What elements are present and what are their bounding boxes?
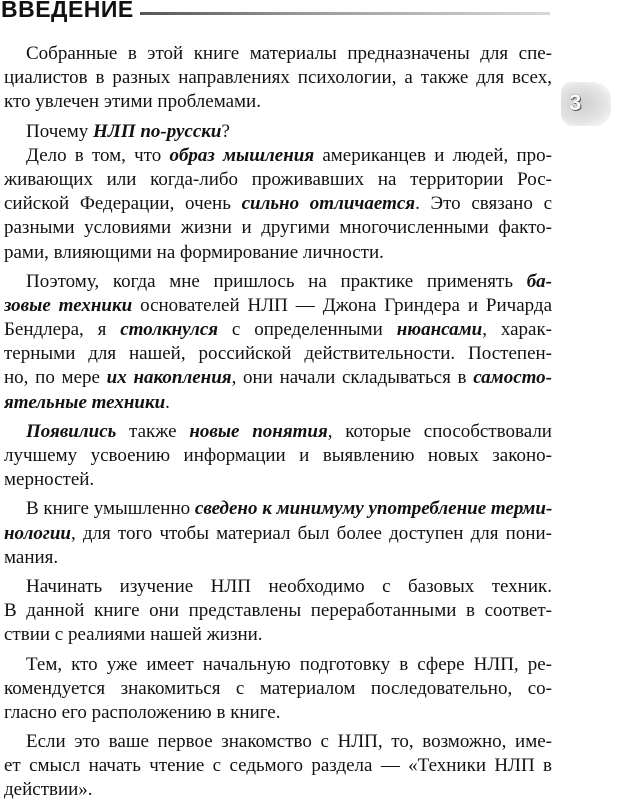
header-rule [140,12,550,15]
paragraph [4,270,552,415]
text-line: циалистов в разных направлениях психологии, а также для всех, [4,67,552,89]
text-line: Если это ваше первое знакомство с НЛП, то, возможно, име- [26,731,552,753]
plain-text: В книге умышленно [26,498,195,520]
plain-text: также [116,420,190,442]
text-line: Начинать изучение НЛП необходимо с базовых техник. [26,575,552,597]
text-line: кто увлечен этими проблемами. [4,91,261,113]
emphasis-text: сведено к минимуму употребление терми- [194,498,552,520]
emphasis-text: нюансами [396,319,483,341]
emphasis-text: столкнулся [120,319,219,341]
page-header [0,0,560,24]
emphasis-text: их накопления [106,367,232,389]
emphasis-text: ба- [526,270,552,292]
text-line: Тем, кто уже имеет начальную подготовку в сфере НЛП, ре- [26,653,552,675]
text-line [4,144,552,168]
plain-text: ? [221,120,230,142]
text-line [4,522,552,546]
paragraph [4,120,552,144]
plain-text: , харак- [482,319,552,341]
plain-text: Поэтому, когда мне пришлось на практике применять [26,270,527,292]
text-line: разными условиями жизни и другими многочисленными факто- [4,217,552,239]
text-line: В данной книге они представлены переработанными в соответ- [4,600,552,622]
text-line: ствии с реалиями нашей жизни. [4,624,263,646]
paragraph [4,42,552,115]
paragraph [4,497,552,570]
text-line [4,497,552,521]
plain-text: , они начали складываться в [231,367,474,389]
body-text [4,42,552,803]
plain-text: американцев и людей, про- [314,144,552,166]
emphasis-text: НЛП по-русски [93,120,222,142]
page-number: 3 [569,90,582,115]
emphasis-text: образ мышления [169,144,315,166]
text-line: лучшему усвоению информации и выявлению новых законо- [4,445,552,466]
text-line [4,294,552,318]
plain-text: Бендлера, я [4,319,121,341]
emphasis-text: самосто- [473,367,552,389]
text-line: живающих или когда-либо проживавших на территории Рос- [4,168,552,190]
paragraph [4,420,552,493]
text-line: рами, влияющими на формирование личности. [4,241,384,263]
plain-text: , для того чтобы материал был более доступен для пони- [70,522,552,544]
text-line: мерностей. [4,469,95,491]
page-number-badge [561,82,611,126]
emphasis-text: сильно отличается [241,193,416,215]
text-line [4,270,552,294]
emphasis-text: нологии [4,522,71,544]
text-line [4,420,552,444]
text-line [4,192,552,216]
plain-text: но, по мере [4,367,107,389]
emphasis-text: зовые техники [4,294,133,316]
plain-text: , которые способствовали [327,420,552,442]
paragraph [4,575,552,648]
text-line: действии». [4,779,93,801]
text-line [4,120,552,144]
text-line: комендуется знакомиться с материалом последовательно, со- [4,677,552,699]
plain-text: Почему [26,120,93,142]
plain-text: с определенными [218,319,397,341]
text-line: ет смысл начать чтение с седьмого раздела — «Техники НЛП в [4,755,552,777]
plain-text: Дело в том, что [26,144,170,166]
emphasis-text: новые понятия [189,420,328,442]
text-line: Собранные в этой книге материалы предназначены для спе- [26,43,552,64]
paragraph [4,653,552,726]
paragraph [4,144,552,265]
text-line [4,318,552,342]
plain-text: основателей НЛП — Джона Гриндера и Ричарда [132,294,552,316]
plain-text: . Это связано с [415,193,552,215]
chapter-title: ВВЕДЕНИЕ [1,0,134,22]
text-line: терными для нашей, российской действительности. Постепен- [4,343,552,365]
text-line [4,391,552,415]
plain-text: сийской Федерации, очень [4,193,242,215]
text-line [4,366,552,390]
paragraph [4,730,552,803]
text-line: мания. [4,546,59,568]
emphasis-text: Появились [26,420,117,442]
text-line: гласно его расположению в книге. [4,701,281,723]
emphasis-text: ятельные техники [4,391,166,413]
plain-text: . [165,391,170,413]
